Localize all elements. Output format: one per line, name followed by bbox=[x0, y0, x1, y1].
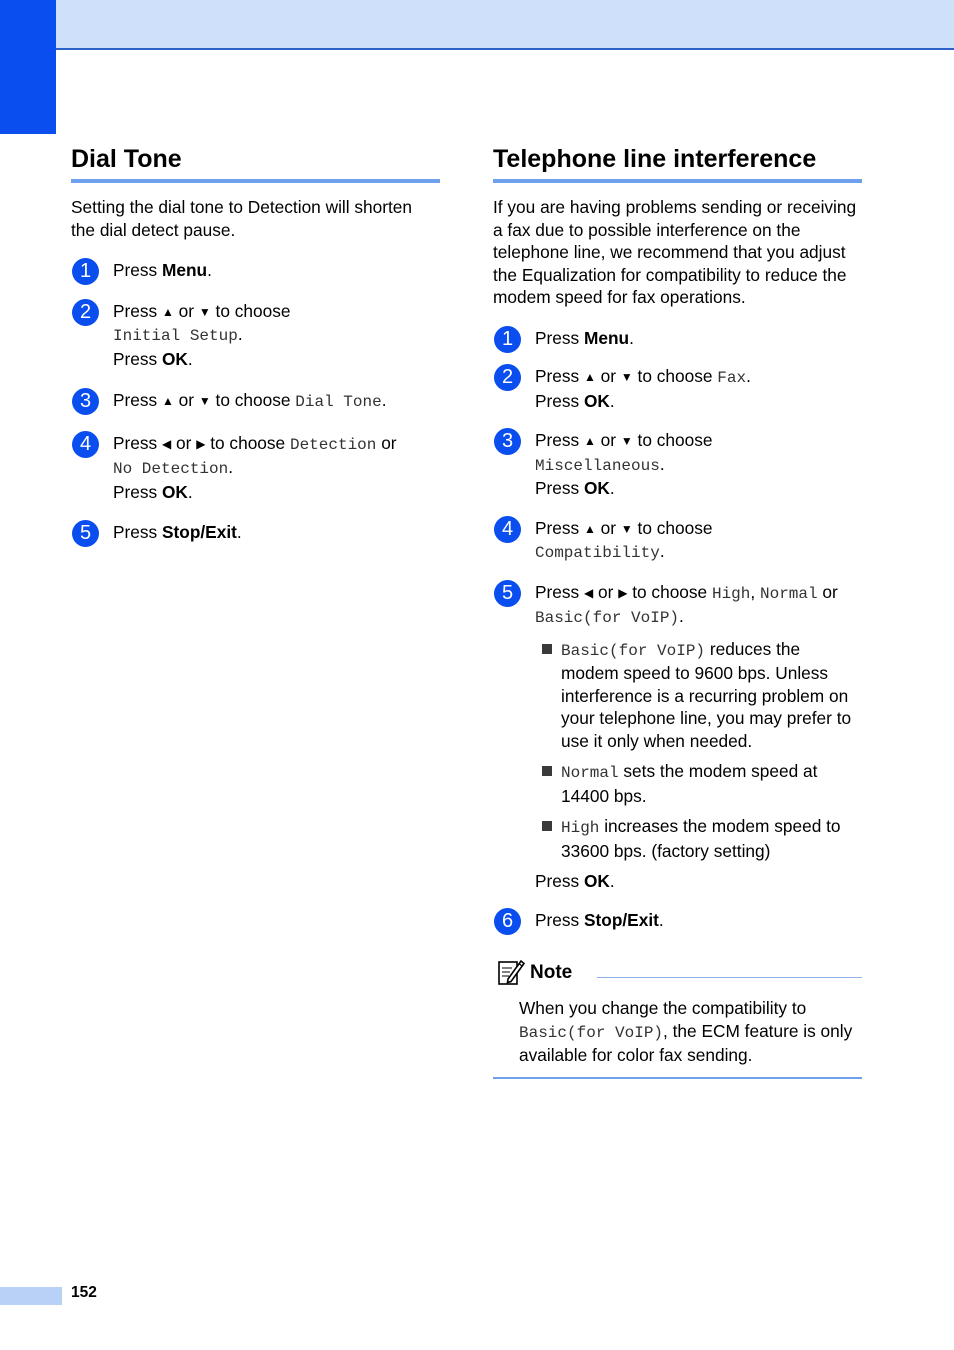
right-arrow-icon: ▶ bbox=[196, 436, 206, 451]
square-bullet-icon bbox=[542, 644, 552, 654]
step-number: 5 bbox=[494, 580, 521, 607]
section-intro: If you are having problems sending or receiving a fax due to possible interference on the telephone line, we recommend that you adjust the Equalization for compatibility to reduce the modem speed for fax operations. bbox=[493, 197, 857, 307]
menu-option: High bbox=[711, 584, 751, 603]
stop-exit-key: Stop/Exit bbox=[583, 909, 659, 930]
step-5: 5 Press Stop/Exit. bbox=[71, 521, 440, 544]
note-title: Note bbox=[530, 962, 573, 983]
menu-option: Basic(for VoIP) bbox=[535, 609, 680, 627]
step-6: 6 Press Stop/Exit. bbox=[493, 909, 862, 932]
list-item: Normal sets the modem speed at 14400 bps. bbox=[535, 760, 862, 807]
step-number: 5 bbox=[72, 520, 99, 547]
list-item: High increases the modem speed to 33600 bps. (factory setting) bbox=[535, 815, 862, 862]
note-divider bbox=[597, 977, 862, 978]
ok-key: OK bbox=[583, 478, 610, 498]
menu-option: No Detection bbox=[113, 460, 229, 478]
section-heading: Telephone line interference bbox=[493, 140, 862, 183]
down-arrow-icon: ▼ bbox=[620, 434, 633, 448]
step-2: 2 Press ▲ or ▼ to choose Initial Setup. Press OK. bbox=[71, 300, 440, 371]
square-bullet-icon bbox=[542, 766, 552, 776]
header-band bbox=[56, 0, 954, 50]
square-bullet-icon bbox=[542, 821, 552, 831]
down-arrow-icon: ▼ bbox=[620, 370, 633, 384]
step-number: 1 bbox=[72, 258, 99, 285]
up-arrow-icon: ▲ bbox=[161, 394, 174, 408]
down-arrow-icon: ▼ bbox=[620, 521, 633, 536]
press-ok-line: Press OK. bbox=[535, 871, 615, 891]
left-arrow-icon: ◀ bbox=[161, 436, 172, 451]
left-arrow-icon: ◀ bbox=[583, 585, 594, 600]
menu-option: Fax bbox=[717, 369, 747, 387]
step-3: 3 Press ▲ or ▼ to choose Miscellaneous. Press OK. bbox=[493, 429, 862, 500]
step-4: 4 Press ▲ or ▼ to choose Compatibility. bbox=[493, 517, 862, 565]
list-item: Basic(for VoIP) reduces the modem speed to 9600 bps. Unless interference is a recurring problem on your telephone line, you may prefer to use it only when needed. bbox=[535, 638, 862, 753]
menu-option: Dial Tone bbox=[295, 393, 382, 411]
ok-key: OK bbox=[583, 871, 610, 891]
step-4: 4 Press ◀ or ▶ to choose Detection or No Detection. Press OK. bbox=[71, 432, 440, 504]
telephone-line-section bbox=[493, 140, 862, 1079]
ok-key: OK bbox=[583, 390, 610, 411]
menu-key: Menu bbox=[583, 327, 630, 348]
step-5: 5 Press ◀ or ▶ to choose High, Normal or Basic(for VoIP). Basic(for VoIP) reduces the modem speed to 9600 bps. Unless interference is a recurring problem on your telephone line, you may prefer to use it only when needed. Normal sets the modem speed at 14400 bps. High increases the modem speed to 33600 bps. (factory setting) Press OK. bbox=[493, 581, 862, 893]
page-tab bbox=[0, 1287, 62, 1305]
menu-option: Detection bbox=[289, 435, 377, 454]
menu-key: Menu bbox=[161, 260, 208, 280]
step-number: 2 bbox=[72, 299, 99, 326]
step-2: 2 Press ▲ or ▼ to choose Fax. Press OK. bbox=[493, 365, 862, 412]
up-arrow-icon: ▲ bbox=[583, 434, 596, 448]
option-list bbox=[535, 638, 862, 863]
stop-exit-key: Stop/Exit bbox=[161, 522, 237, 542]
menu-option: Initial Setup bbox=[113, 327, 238, 345]
right-arrow-icon: ▶ bbox=[618, 585, 628, 600]
step-1: 1 Press Menu. bbox=[493, 327, 862, 350]
step-number: 2 bbox=[494, 364, 521, 391]
ok-key: OK bbox=[161, 481, 188, 502]
down-arrow-icon: ▼ bbox=[198, 394, 211, 408]
step-number: 4 bbox=[72, 431, 99, 458]
up-arrow-icon: ▲ bbox=[583, 521, 596, 536]
step-1: 1 Press Menu. bbox=[71, 259, 440, 282]
ok-key: OK bbox=[161, 348, 188, 369]
chapter-tab bbox=[0, 0, 56, 134]
page-number: 152 bbox=[71, 1284, 97, 1301]
menu-option: Compatibility bbox=[535, 544, 660, 562]
step-number: 3 bbox=[494, 428, 521, 455]
note-box bbox=[493, 957, 862, 1079]
section-heading: Dial Tone bbox=[71, 140, 440, 183]
menu-option: Normal bbox=[759, 584, 818, 603]
step-number: 3 bbox=[72, 388, 99, 415]
step-number: 6 bbox=[494, 908, 521, 935]
note-pencil-icon bbox=[496, 957, 526, 987]
step-number: 1 bbox=[494, 326, 521, 353]
note-text: When you change the compatibility to Basic(for VoIP), the ECM feature is only available for color fax sending. bbox=[493, 987, 862, 1079]
note-header bbox=[493, 957, 862, 987]
up-arrow-icon: ▲ bbox=[161, 304, 174, 319]
step-number: 4 bbox=[494, 516, 521, 543]
down-arrow-icon: ▼ bbox=[198, 304, 211, 319]
section-intro: Setting the dial tone to Detection will shorten the dial detect pause. bbox=[71, 197, 413, 240]
menu-option: Miscellaneous bbox=[535, 456, 660, 475]
dial-tone-section bbox=[71, 140, 440, 544]
up-arrow-icon: ▲ bbox=[583, 370, 596, 384]
step-3: 3 Press ▲ or ▼ to choose Dial Tone. bbox=[71, 389, 440, 414]
